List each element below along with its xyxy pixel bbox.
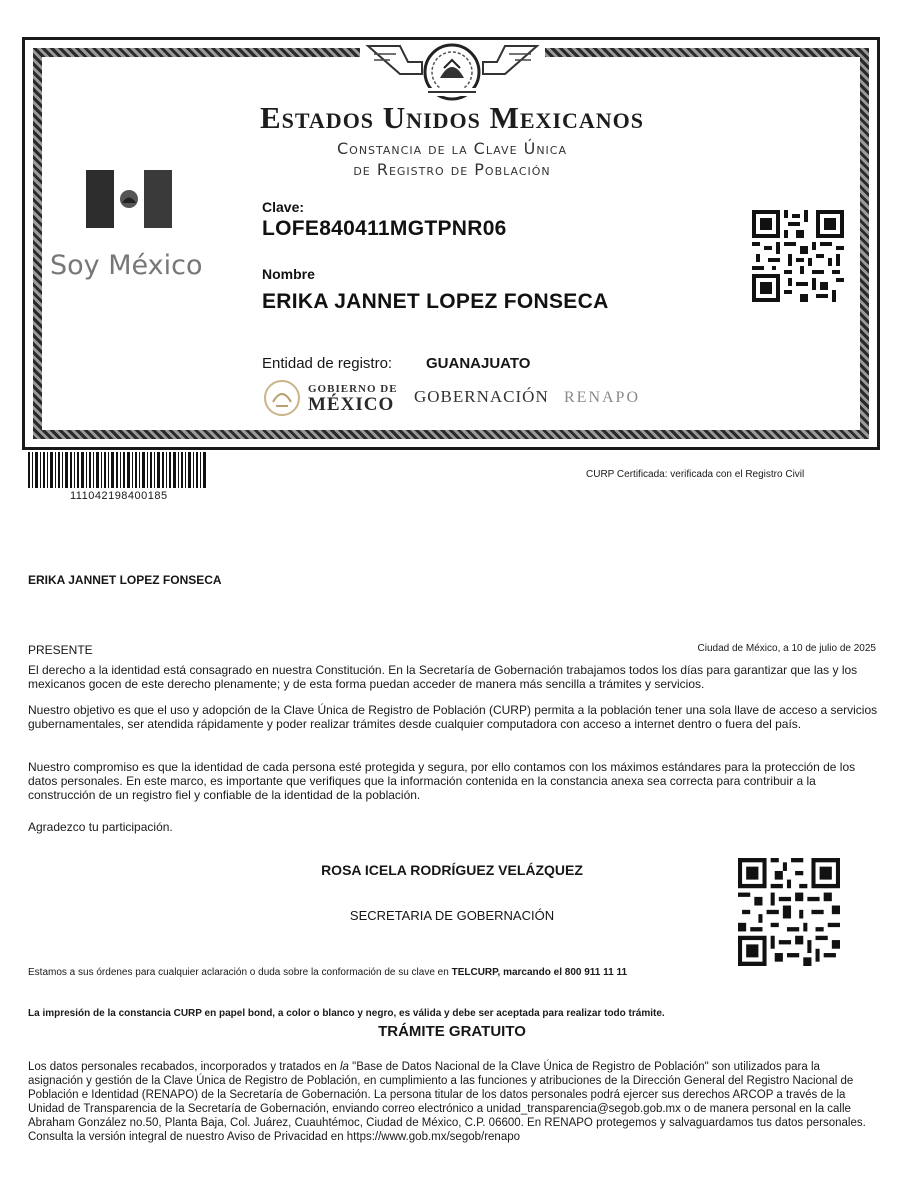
signer-title: SECRETARIA DE GOBERNACIÓN: [349, 908, 555, 923]
paragraph-identity: El derecho a la identidad está consagrado en nuestra Constitución. En la Secretaría de Gobernación trabajamos todos los días para garantizar que las y los mexicanos gocen de este derecho plenamente; y de esta forma puedan acceder de manera más sencilla a trámites y servicios.: [28, 663, 858, 691]
contact-line: [28, 967, 627, 978]
clave-value: LOFE840411MGTPNR06: [262, 217, 507, 240]
entidad-value: GUANAJUATO: [426, 355, 531, 372]
letter-date: Ciudad de México, a 10 de julio de 2025: [697, 643, 876, 654]
letter-qr-code-icon: [738, 858, 840, 966]
paragraph-objective: Nuestro objetivo es que el uso y adopción de la Clave Única de Registro de Población (CURP) permita a la población tener una sola llave de acceso a servicios gubernamentales, ser atendida rápidamente y poder realizar trámites desde cualquier computadora con acceso a internet dentro o fuera del país.: [28, 703, 878, 731]
country-title: Estados Unidos Mexicanos: [259, 100, 645, 135]
signer-name: ROSA ICELA RODRÍGUEZ VELÁZQUEZ: [321, 862, 583, 878]
gobernacion-logo: GOBERNACIÓN: [414, 387, 549, 406]
clave-label: Clave:: [262, 199, 305, 215]
validity-note: La impresión de la constancia CURP en papel bond, a color o blanco y negro, es válida y debe ser aceptada para realizar todo trámite.: [28, 1008, 665, 1019]
privacy-italic: la: [339, 1061, 349, 1073]
letter-recipient: ERIKA JANNET LOPEZ FONSECA: [28, 573, 222, 587]
nombre-label: Nombre: [262, 266, 315, 282]
certificate-subtitle-line2: de Registro de Población: [353, 160, 551, 179]
privacy-part1: Los datos personales recabados, incorporados y tratados en: [28, 1061, 340, 1073]
renapo-logo: RENAPO: [564, 389, 641, 406]
gobierno-emblem-icon: [262, 378, 302, 418]
certificate-subtitle-line1: Constancia de la Clave Única: [336, 139, 568, 158]
gobierno-logo-line2: MÉXICO: [308, 394, 395, 415]
privacy-notice: [28, 1060, 878, 1144]
telcurp-phone: TELCURP, marcando el 800 911 11 11: [451, 967, 628, 978]
thanks-text: Agradezco tu participación.: [28, 820, 173, 834]
entidad-label: Entidad de registro:: [262, 355, 393, 372]
nombre-value: ERIKA JANNET LOPEZ FONSECA: [262, 290, 609, 313]
barcode-number: 111042198400185: [70, 490, 168, 502]
gobierno-logo-line1: GOBIERNO DE: [308, 383, 398, 395]
soy-mexico-brand: Soy México: [50, 250, 203, 281]
paragraph-commitment: Nuestro compromiso es que la identidad de cada persona esté protegida y segura, por ello contamos con los máximos estándares para la protección de los datos personales. En este marco, es importante que verifiques que la información contenida en la constancia anexa sea correcta para contribuir a la construcción de un registro fiel y confiable de la identidad de la población.: [28, 760, 856, 802]
certificate-qr-code-icon: [752, 210, 844, 302]
curp-certified-note: CURP Certificada: verificada con el Registro Civil: [586, 469, 805, 480]
barcode-icon: [28, 452, 208, 488]
mexican-flag-icon: [86, 170, 172, 228]
presente-label: PRESENTE: [28, 643, 93, 657]
contact-prefix: Estamos a sus órdenes para cualquier aclaración o duda sobre la conformación de su clave en: [28, 967, 452, 978]
coat-of-arms-emblem-icon: [360, 40, 545, 102]
free-procedure-notice: TRÁMITE GRATUITO: [378, 1023, 526, 1040]
privacy-part2: "Base de Datos Nacional de la Clave Única de Registro de Población" son utilizados para la asignación y gestión de la Clave Única de Registro de Población, en cumplimiento a las funciones y atribuciones de la Dirección General del Registro Nacional de Población e Identidad (RENAPO) de la Secretaría de Gobernación. La persona titular de los datos personales podrá ejercer sus derechos ARCOP a través de la Unidad de Transparencia de la Secretaría de Gobernación, enviando correo electrónico a unidad_transparencia@segob.gob.mx o de manera personal en la calle Abraham González no.50, Planta Baja, Col. Juárez, Cuauhtémoc, Ciudad de México, C.P. 06600. En RENAPO protegemos y salvaguardamos tus datos personales. Consulta la versión integral de nuestro Aviso de Privacidad en https://www.gob.mx/segob/renapo: [28, 1061, 866, 1143]
